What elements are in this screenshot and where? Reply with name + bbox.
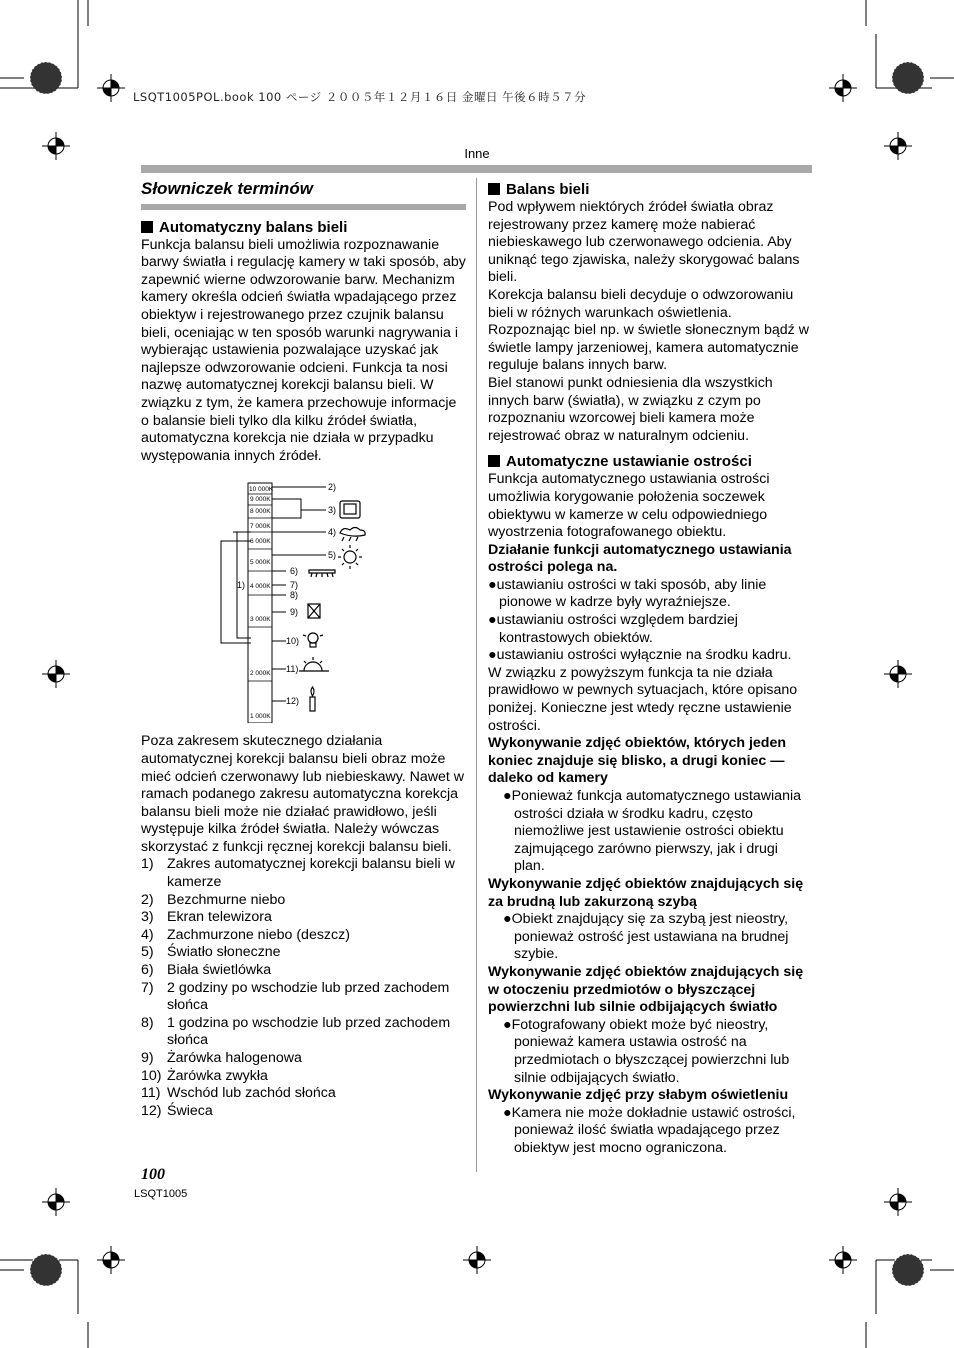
list-item: 1) Zakres automatycznej korekcji balansu bieli w kamerze <box>141 856 455 891</box>
scale-label: 2 000K <box>250 670 271 678</box>
paragraph: Pod wpływem niektórych źródeł światła obraz rejestrowany przez kamerę może nabierać niebieskawego lub czerwonawego odcienia. Aby uniknąć tego zjawiska, należy skorygować balans bieli. <box>488 199 800 286</box>
callout-label: 8) <box>290 590 299 601</box>
paragraph: Biel stanowi punkt odniesienia dla wszystkich innych barw (światła), w związku z czym po rozpoznaniu wzorcowej bieli kamera może rejestrować obraz w naturalnym odcieniu. <box>488 374 773 444</box>
heading-autofocus: Automatyczne ustawianie ostrości <box>488 452 812 471</box>
paragraph-after-figure: Poza zakresem skutecznego działania automatycznej korekcji balansu bieli obraz może mieć odcień czerwonawy lub niebieskawy. Nawet w ramach podanego zakresu automatyczna korekcja balansu bieli może nie działać prawidłowo, jeśli występuje kilka źródeł światła. Należy wówczas skorzystać z funkcji ręcznej korekcji balansu bieli. <box>141 733 465 855</box>
callout-label: 6) <box>290 566 299 577</box>
bold-paragraph: Działanie funkcji automatycznego ustawiania ostrości polega na. <box>488 541 792 576</box>
list-item: 12) Świeca <box>141 1102 213 1119</box>
paragraph: W związku z powyższym funkcja ta nie działa prawidłowo w pewnych sytuacjach, które opisano poniżej. Konieczne jest wtedy ręczne ustawienie ostrości. <box>488 664 798 734</box>
bullet-item: ●Fotografowany obiekt może być nieostry, ponieważ kamera ustawia ostrość na przedmiotach o błyszczącej powierzchni lub silnie odbijających światło. <box>503 1016 790 1086</box>
page-number: 100 <box>141 1166 165 1183</box>
scale-label: 6 000K <box>250 538 271 546</box>
callout-label: 10) <box>286 636 300 647</box>
section-label: Inne <box>464 146 490 161</box>
bullet-item: ●Kamera nie może dokładnie ustawić ostrości, ponieważ ilość światła wpadającego przez obiektyw jest mocno ograniczona. <box>503 1104 796 1156</box>
callout-label: 12) <box>286 696 300 707</box>
list-item: 7) 2 godziny po wschodzie lub przed zachodem słońca <box>141 979 450 1014</box>
scale-label: 4 000K <box>250 583 271 591</box>
scale-label: 7 000K <box>250 523 271 531</box>
list-item: 9) Żarówka halogenowa <box>141 1050 302 1066</box>
bullet-item: ●ustawianiu ostrości w taki sposób, aby linie pionowe w kadrze były wyraźniejsze. <box>488 576 767 611</box>
scale-label: 1 000K <box>250 713 271 721</box>
list-item: 11) Wschód lub zachód słońca <box>141 1085 336 1102</box>
bullet-item: ●ustawianiu ostrości względem bardziej kontrastowych obiektów. <box>488 612 738 646</box>
callout-label: 4) <box>328 527 337 538</box>
list-item: 2) Bezchmurne niebo <box>141 891 286 908</box>
scale-label: 9 000K <box>250 496 271 504</box>
page-title: Słowniczek terminów <box>141 179 313 198</box>
scale-label: 3 000K <box>250 616 271 624</box>
paragraph: Korekcja balansu bieli decyduje o odwzorowaniu bieli w różnych warunkach oświetlenia. Rozpoznając biel np. w świetle słonecznym bądź w świetle lampy jarzeniowej, kamera automatycznie reguluje balans innych barw. <box>488 286 809 374</box>
paragraph-awb: Funkcja balansu bieli umożliwia rozpoznawanie barwy światła i regulację kamery w taki sposób, aby zapewnić wierne odwzorowanie barw. Mechanizm kamery określa odcień światła wpadającego przez obiektyw i rejestrowanego przez czujnik balansu bieli, oceniając w ten sposób warunki nagrywania i wybierając ustawienia pozwalające uzyskać jak najlepsze odwzorowanie odcieni. Funkcja ta nosi nazwę automatycznej korekcji balansu bieli. W związku z tym, że kamera przechowuje informacje o balansie bieli tylko dla kilku źródeł światła, automatyczna korekcja nie działa w przypadku występowania innych źródeł. <box>141 236 466 464</box>
heading-white-balance: Balans bieli <box>488 180 812 199</box>
case-heading: Wykonywanie zdjęć przy słabym oświetleniu <box>488 1087 789 1104</box>
case-heading: Wykonywanie zdjęć obiektów, których jeden koniec znajduje się blisko, a drugi koniec — daleko od kamery <box>488 735 787 787</box>
list-item: 10) Żarówka zwykła <box>141 1067 268 1084</box>
callout-label: 7) <box>290 580 299 591</box>
paragraph: Funkcja automatycznego ustawiania ostrości umożliwia korygowanie położenia soczewek obiektywu w kamerze w celu odpowiedniego wyostrzenia fotografowanego obiektu. <box>488 471 770 541</box>
callout-label: 9) <box>290 607 299 618</box>
list-item: 8) 1 godzina po wschodzie lub przed zachodem słońca <box>141 1014 451 1049</box>
callout-label: 11) <box>286 664 299 675</box>
callout-label: 3) <box>328 505 337 516</box>
scale-label: 8 000K <box>250 508 271 516</box>
scale-label: 5 000K <box>250 559 271 567</box>
callout-label: 2) <box>328 482 337 493</box>
list-item: 5) Światło słoneczne <box>141 944 281 961</box>
print-header: LSQT1005POL.book 100 ページ ２００５年１２月１６日 金曜日 午後６時５７分 <box>133 90 587 104</box>
bullet-item: ●ustawianiu ostrości wyłącznie na środku kadru. <box>488 647 792 664</box>
scale-label: 10 000K <box>249 486 274 494</box>
case-heading: Wykonywanie zdjęć obiektów znajdujących się w otoczeniu przedmiotów o błyszczącej powierzchni lub silnie odbijających światło <box>488 963 804 1016</box>
bullet-item: ●Ponieważ funkcja automatycznego ustawiania ostrości działa w środku kadru, często niemożliwe jest ustawienie ostrości obiektu zajmującego zarówno pierwszy, jak i drugi plan. <box>503 788 802 875</box>
list-item: 4) Zachmurzone niebo (deszcz) <box>141 926 350 943</box>
callout-label: 5) <box>328 550 337 561</box>
case-heading: Wykonywanie zdjęć obiektów znajdujących się za brudną lub zakurzoną szybą <box>488 875 804 910</box>
callout-label: 1) <box>237 580 246 591</box>
list-item: 6) Biała świetlówka <box>141 962 272 979</box>
heading-auto-white-balance: Automatyczny balans bieli <box>141 218 466 237</box>
list-item: 3) Ekran telewizora <box>141 909 272 926</box>
model-code: LSQT1005 <box>134 1188 188 1200</box>
bullet-item: ●Obiekt znajdujący się za szybą jest nieostry, ponieważ ostrość jest ustawiana na brudnej szybie. <box>503 911 789 963</box>
